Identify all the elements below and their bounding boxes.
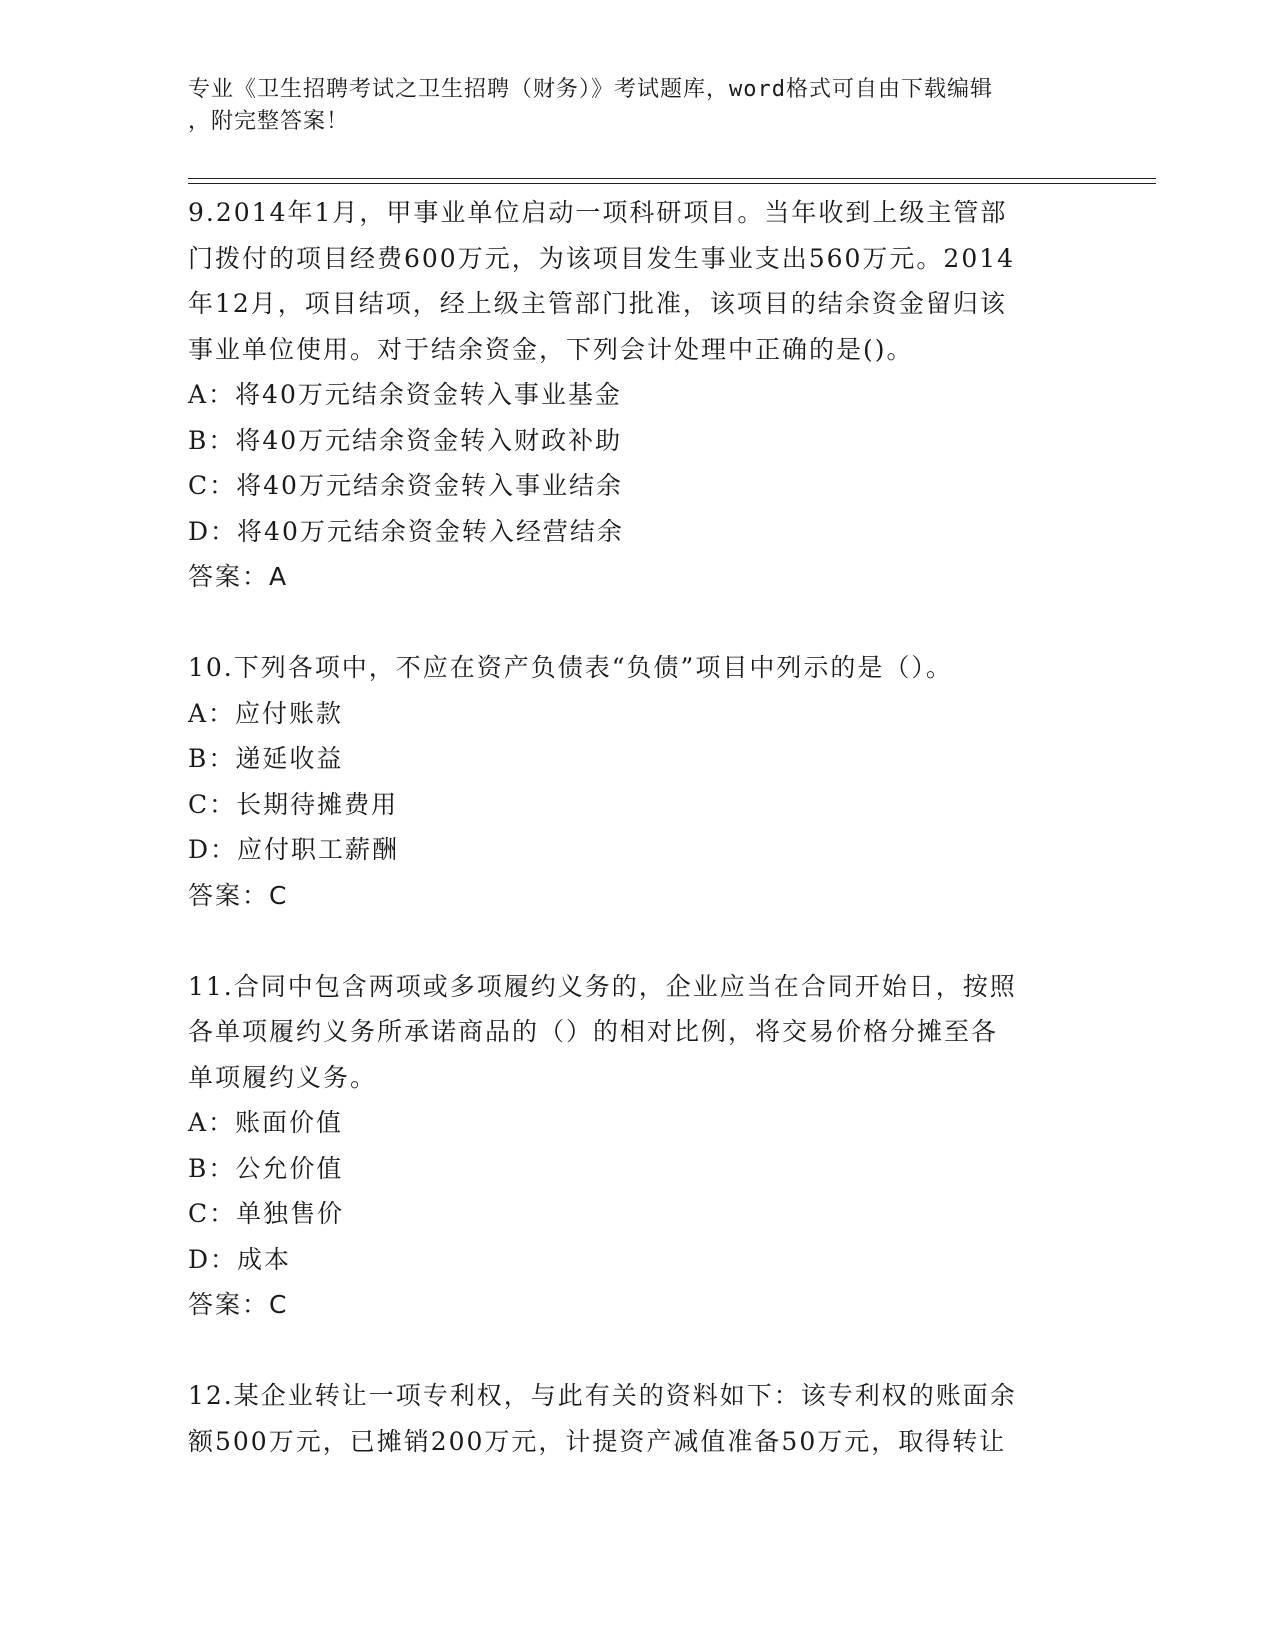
option-b: B：公允价值 — [188, 1153, 344, 1183]
question-text-line: 额500万元，已摊销200万元，计提资产减值准备50万元，取得转让 — [188, 1426, 1007, 1456]
question-text-line: 单项履约义务。 — [188, 1062, 378, 1092]
question-text-line: 年12月，项目结项，经上级主管部门批准，该项目的结余资金留归该 — [188, 289, 1007, 318]
option-c: C：单独售价 — [188, 1199, 345, 1228]
question-12 — [188, 1373, 1078, 1464]
question-list — [188, 190, 1078, 1510]
header-line-2: ，附完整答案！ — [188, 109, 350, 134]
header-divider-bottom — [188, 183, 1156, 184]
question-text-line: 12.某企业转让一项专利权，与此有关的资料如下：该专利权的账面余 — [188, 1381, 1017, 1410]
question-text-line: 事业单位使用。对于结余资金，下列会计处理中正确的是()。 — [188, 334, 914, 364]
header-line-1: 专业《卫生招聘考试之卫生招聘（财务）》考试题库，word格式可自由下载编辑 — [188, 77, 993, 102]
option-d: D：成本 — [188, 1244, 292, 1274]
question-text-line: 门拨付的项目经费600万元，为该项目发生事业支出560万元。2014 — [188, 243, 1016, 273]
answer: 答案：C — [188, 1290, 289, 1319]
header-divider-top — [188, 178, 1156, 179]
option-b: B：递延收益 — [188, 744, 344, 773]
option-c: C：将40万元结余资金转入事业结余 — [188, 471, 623, 500]
question-10 — [188, 645, 1078, 918]
option-d: D：将40万元结余资金转入经营结余 — [188, 516, 624, 546]
question-11 — [188, 964, 1078, 1328]
option-a: A：账面价值 — [188, 1108, 344, 1137]
answer: 答案：A — [188, 562, 289, 591]
question-9 — [188, 190, 1078, 600]
option-d: D：应付职工薪酬 — [188, 835, 400, 864]
question-text-line: 10.下列各项中，不应在资产负债表“负债”项目中列示的是（）。 — [188, 653, 953, 682]
option-b: B：将40万元结余资金转入财政补助 — [188, 425, 623, 455]
question-text-line: 9.2014年1月，甲事业单位启动一项科研项目。当年收到上级主管部 — [188, 198, 1008, 227]
question-text-line: 各单项履约义务所承诺商品的（）的相对比例，将交易价格分摊至各 — [188, 1017, 999, 1046]
option-a: A：将40万元结余资金转入事业基金 — [188, 380, 622, 409]
option-c: C：长期待摊费用 — [188, 789, 399, 819]
question-text-line: 11.合同中包含两项或多项履约义务的，企业应当在合同开始日，按照 — [188, 971, 1017, 1001]
document-header — [188, 74, 1068, 138]
option-a: A：应付账款 — [188, 698, 344, 728]
answer: 答案：C — [188, 880, 289, 910]
